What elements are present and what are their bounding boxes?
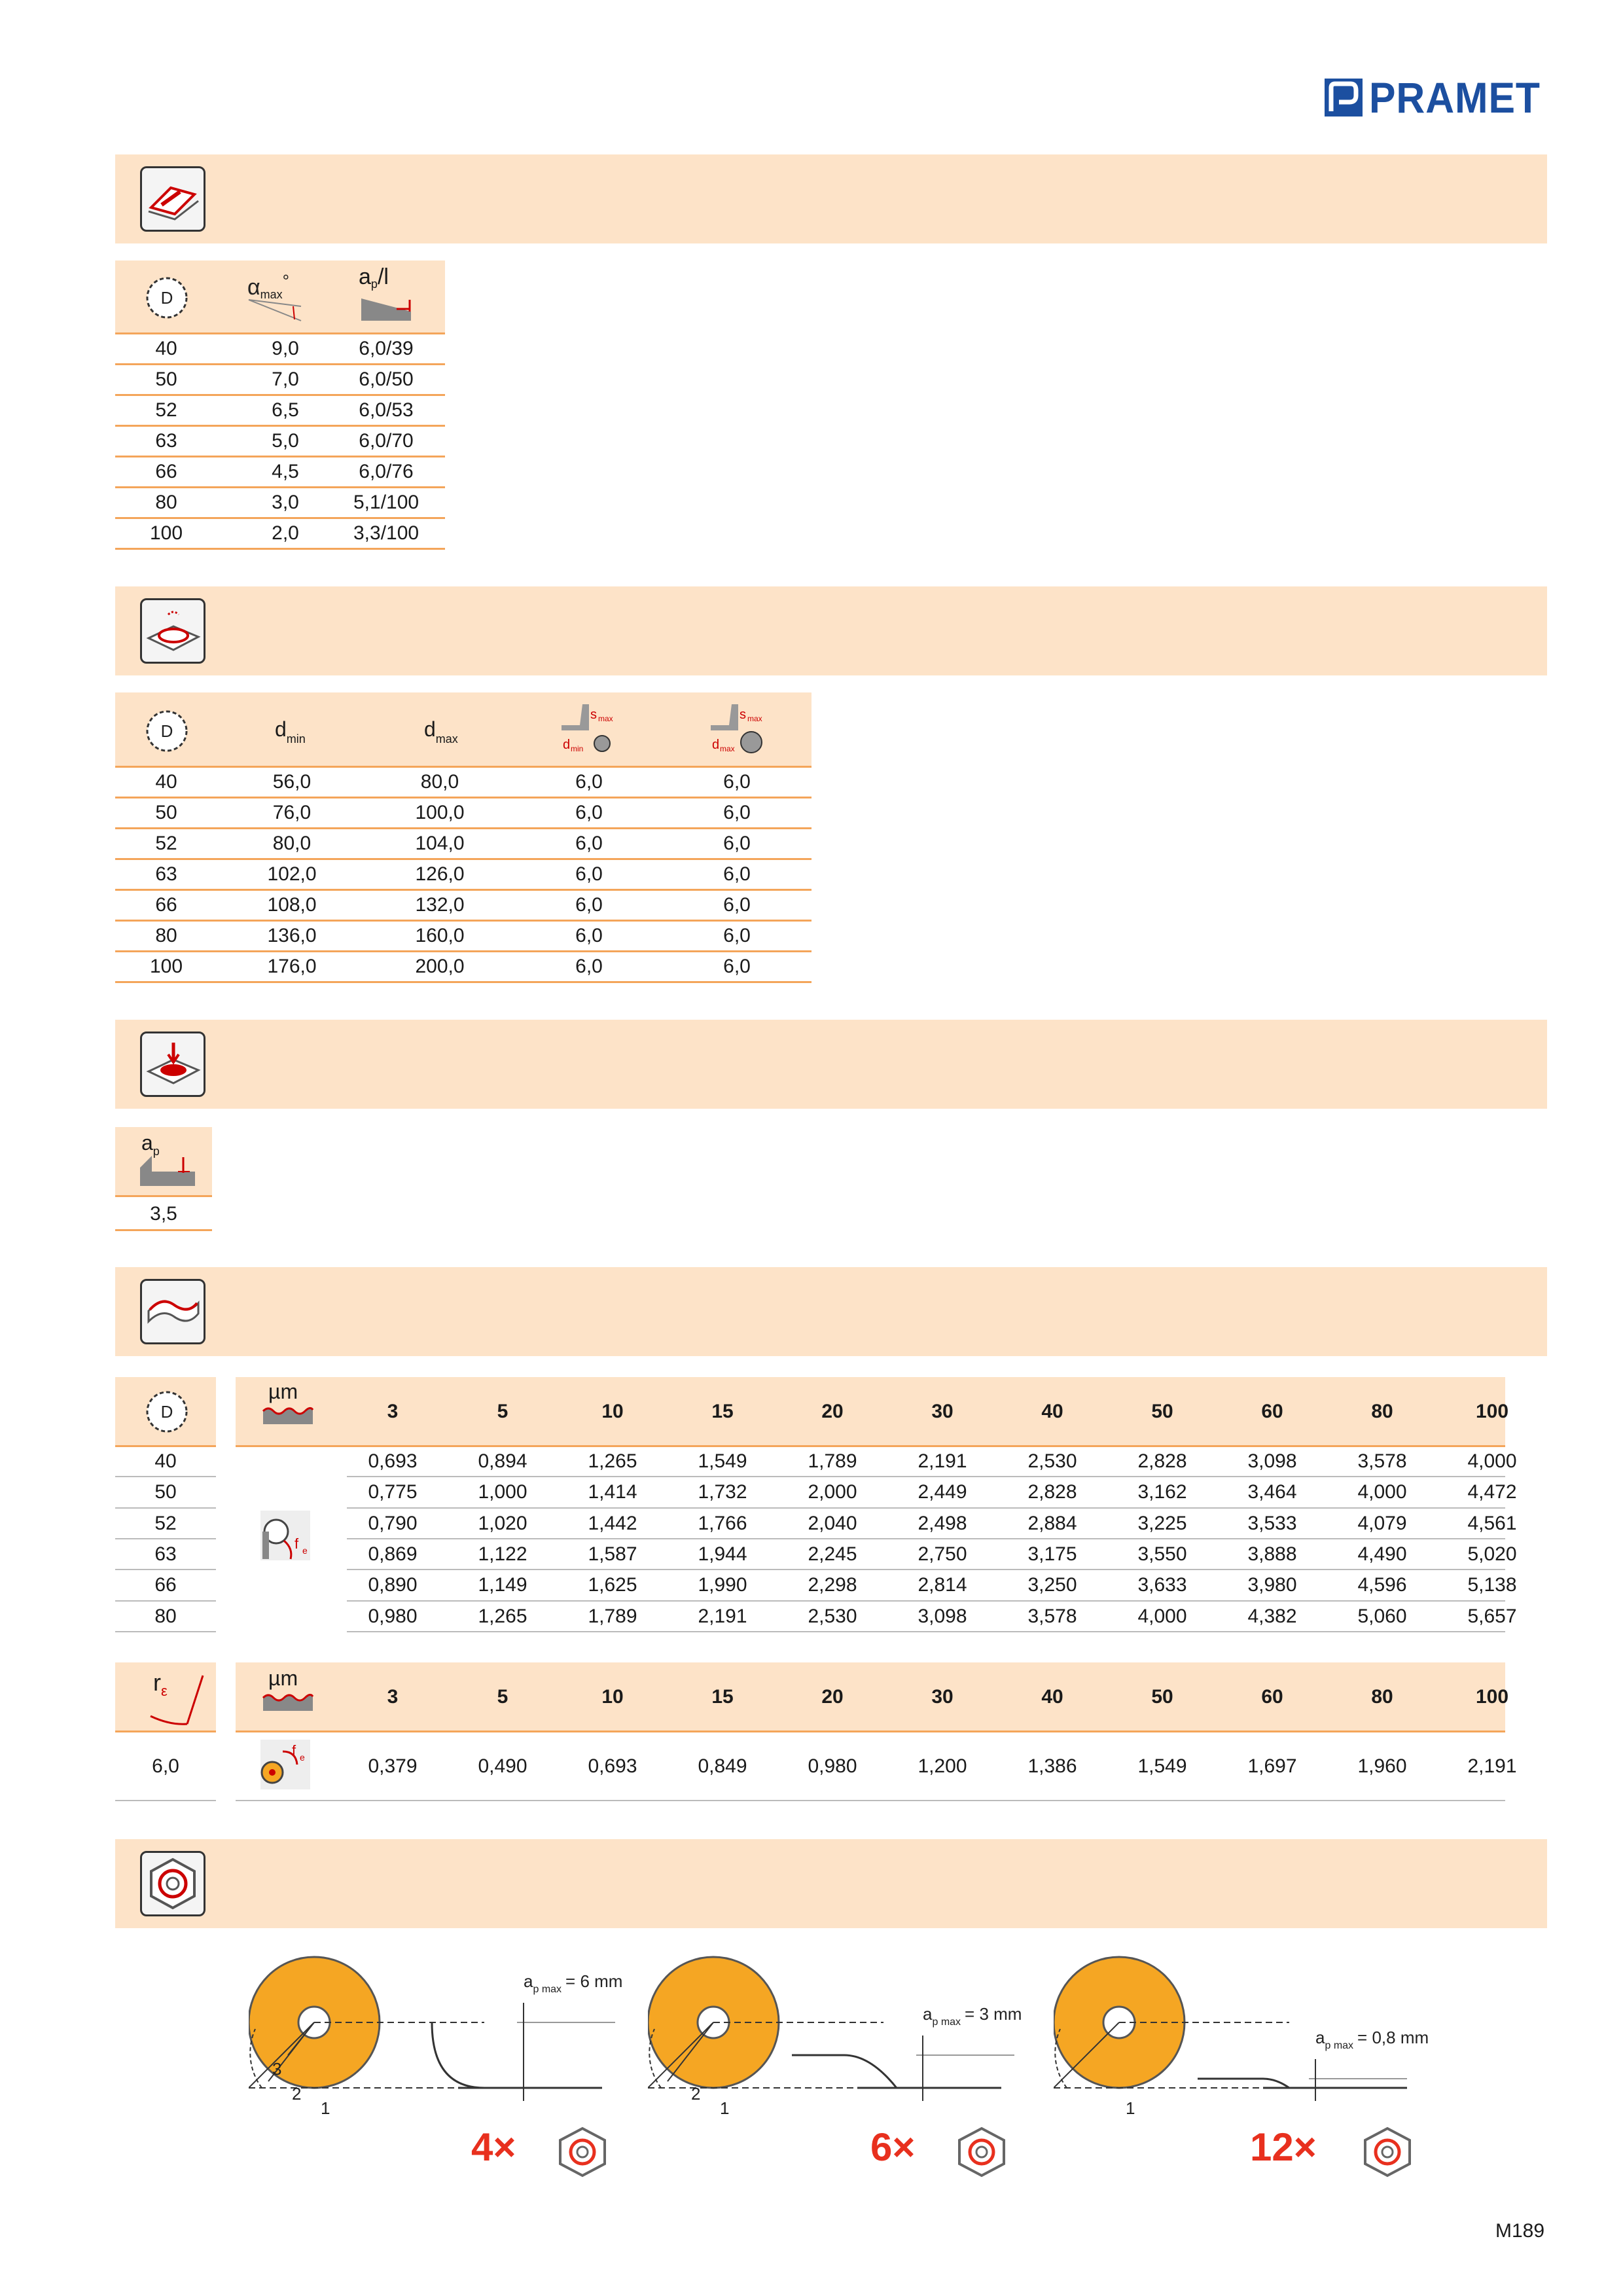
table1-cell: 63 xyxy=(155,430,177,452)
svg-text:f: f xyxy=(294,1535,299,1552)
table1-cell: 3,0 xyxy=(272,492,299,513)
table4-cell: 4,079 xyxy=(1357,1512,1407,1534)
column-header: 15 xyxy=(711,1401,734,1422)
section-band-surface xyxy=(115,1267,1547,1356)
table4-cell: 0,693 xyxy=(368,1450,418,1472)
table1-cell: 6,0/53 xyxy=(359,399,414,421)
column-header: 50 xyxy=(1151,1401,1173,1422)
table4-cell: 2,498 xyxy=(918,1512,967,1534)
table4-cell: 5,138 xyxy=(1467,1574,1517,1596)
ap-p-subscript: p xyxy=(370,278,378,291)
table4-cell: 4,490 xyxy=(1357,1543,1407,1565)
side-tab-strip xyxy=(1582,0,1623,2296)
table4-cell: 2,828 xyxy=(1137,1450,1187,1472)
section-band-plunge xyxy=(115,1020,1547,1109)
diameter-icon xyxy=(137,268,196,327)
alpha-symbol: α xyxy=(247,275,260,300)
table4-cell: 3,464 xyxy=(1247,1481,1297,1503)
table1-cell: 50 xyxy=(155,368,177,390)
table5-cell: 0,849 xyxy=(698,1755,747,1777)
table4-cell: 1,789 xyxy=(808,1450,857,1472)
column-header: 50 xyxy=(1151,1686,1173,1708)
table2-cell: 6,0 xyxy=(575,833,603,854)
table2-cell: 50 xyxy=(155,802,177,823)
corner-radius-icon xyxy=(144,1669,216,1728)
roughness-wave-icon xyxy=(262,1691,314,1711)
row-divider xyxy=(115,548,445,550)
micron-unit-label: µm xyxy=(268,1666,298,1690)
table5-cell: 0,379 xyxy=(368,1755,418,1777)
svg-text:e: e xyxy=(300,1752,305,1763)
column-header: 30 xyxy=(931,1686,954,1708)
svg-text:1: 1 xyxy=(1126,2098,1135,2118)
table5-cell: 1,549 xyxy=(1137,1755,1187,1777)
table4-cell: 2,530 xyxy=(1027,1450,1077,1472)
svg-text:3: 3 xyxy=(272,2059,282,2079)
row-divider xyxy=(236,1800,1505,1801)
column-header: 3 xyxy=(387,1401,399,1422)
row-divider xyxy=(115,1731,216,1732)
table4-cell: 3,098 xyxy=(918,1605,967,1627)
svg-text:D: D xyxy=(160,1402,173,1422)
table4-cell: 2,191 xyxy=(698,1605,747,1627)
table2-cell: 6,0 xyxy=(575,925,603,946)
row-divider xyxy=(115,1229,212,1231)
table4-cell: 0,869 xyxy=(368,1543,418,1565)
column-header: 100 xyxy=(1475,1686,1509,1708)
section-band-helical xyxy=(115,586,1547,675)
table2-cell: 176,0 xyxy=(267,956,317,977)
table2-cell: 80,0 xyxy=(420,771,459,793)
table5-cell: 0,490 xyxy=(478,1755,527,1777)
table5-cell: 2,191 xyxy=(1467,1755,1517,1777)
table4-cell: 3,980 xyxy=(1247,1574,1297,1596)
svg-text:e: e xyxy=(302,1545,308,1556)
ap-l-icon xyxy=(360,293,412,322)
table4-d-cell: 66 xyxy=(154,1574,177,1596)
table4-d-cell: 63 xyxy=(154,1543,177,1565)
table5-cell: 0,693 xyxy=(588,1755,637,1777)
table4-cell: 5,020 xyxy=(1467,1543,1517,1565)
table2-cell: 6,0 xyxy=(723,863,751,885)
section-band-ramping xyxy=(115,154,1547,243)
corner-feed-icon xyxy=(259,1738,312,1791)
svg-text:d: d xyxy=(563,738,571,752)
pramet-logo-text: PRAMET xyxy=(1369,73,1541,122)
hex-insert-icon xyxy=(955,2126,1008,2178)
r-symbol: r xyxy=(153,1669,161,1696)
degree-symbol: ° xyxy=(282,271,290,291)
svg-text:2: 2 xyxy=(292,2084,302,2104)
table4-d-cell: 80 xyxy=(154,1605,177,1627)
table4-cell: 3,225 xyxy=(1137,1512,1187,1534)
column-header: 60 xyxy=(1261,1686,1283,1708)
min-subscript: min xyxy=(286,732,306,745)
table1-cell: 6,5 xyxy=(272,399,299,421)
table1-cell: 6,0/50 xyxy=(359,368,414,390)
table1-cell: 6,0/39 xyxy=(359,338,414,359)
table2-cell: 200,0 xyxy=(415,956,465,977)
column-header: 3 xyxy=(387,1686,399,1708)
table1-cell: 100 xyxy=(149,522,183,544)
section-band-indexing xyxy=(115,1839,1547,1928)
table1-cell: 4,5 xyxy=(272,461,299,482)
ap-l-header xyxy=(359,264,424,323)
table1-cell: 5,1/100 xyxy=(353,492,419,513)
svg-text:d: d xyxy=(712,738,720,752)
table4-cell: 1,149 xyxy=(478,1574,527,1596)
table2-cell: 6,0 xyxy=(723,894,751,916)
table4-cell: 2,530 xyxy=(808,1605,857,1627)
table4-cell: 0,980 xyxy=(368,1605,418,1627)
column-header: 80 xyxy=(1371,1686,1393,1708)
table2-cell: 80 xyxy=(155,925,177,946)
table4-cell: 4,382 xyxy=(1247,1605,1297,1627)
table4-cell: 1,789 xyxy=(588,1605,637,1627)
table1-cell: 66 xyxy=(155,461,177,482)
table4-cell: 5,657 xyxy=(1467,1605,1517,1627)
table4-cell: 3,633 xyxy=(1137,1574,1187,1596)
table2-cell: 132,0 xyxy=(415,894,465,916)
surface-roughness-icon xyxy=(140,1279,205,1344)
table4-cell: 2,884 xyxy=(1027,1512,1077,1534)
table2-cell: 100,0 xyxy=(415,802,465,823)
table4-cell: 4,000 xyxy=(1357,1481,1407,1503)
table1-cell: 6,0/76 xyxy=(359,461,414,482)
pramet-logo-mark-icon xyxy=(1322,75,1368,120)
table4-cell: 3,175 xyxy=(1027,1543,1077,1565)
ap-a-symbol: a xyxy=(359,264,371,289)
table4-cell: 1,265 xyxy=(588,1450,637,1472)
table2-cell: 104,0 xyxy=(415,833,465,854)
table2-cell: 6,0 xyxy=(575,894,603,916)
table5-cell: 1,697 xyxy=(1247,1755,1297,1777)
ap-p-subscript: p xyxy=(152,1145,160,1158)
column-header: 100 xyxy=(1475,1401,1509,1422)
column-header: 80 xyxy=(1371,1401,1393,1422)
row-divider xyxy=(347,1631,1505,1632)
table2-cell: 63 xyxy=(155,863,177,885)
ap-a-symbol: a xyxy=(141,1131,153,1155)
table4-cell: 1,414 xyxy=(588,1481,637,1503)
column-header: 40 xyxy=(1041,1401,1063,1422)
page-number: M189 xyxy=(1495,2220,1544,2242)
ap-value: 3,5 xyxy=(150,1203,177,1225)
column-header: 10 xyxy=(601,1686,624,1708)
feed-per-tooth-icon xyxy=(259,1509,312,1562)
svg-text:s: s xyxy=(740,708,746,722)
smax-dmin-icon xyxy=(560,702,626,754)
table4-cell: 1,990 xyxy=(698,1574,747,1596)
table4-d-cell: 50 xyxy=(154,1481,177,1503)
table4-cell: 0,790 xyxy=(368,1512,418,1534)
table2-cell: 160,0 xyxy=(415,925,465,946)
max-subscript: max xyxy=(260,288,283,301)
hex-insert-icon xyxy=(1361,2126,1414,2178)
table4-cell: 3,250 xyxy=(1027,1574,1077,1596)
angle-icon xyxy=(247,297,306,323)
helical-interpolation-icon xyxy=(140,598,205,664)
table4-cell: 4,000 xyxy=(1467,1450,1517,1472)
table2-cell: 6,0 xyxy=(575,771,603,793)
table1-cell: 80 xyxy=(155,492,177,513)
table4-cell: 3,098 xyxy=(1247,1450,1297,1472)
table4-cell: 2,828 xyxy=(1027,1481,1077,1503)
table4-cell: 2,449 xyxy=(918,1481,967,1503)
table4-cell: 0,894 xyxy=(478,1450,527,1472)
table2-cell: 6,0 xyxy=(723,771,751,793)
table2-cell: 56,0 xyxy=(272,771,312,793)
svg-text:max: max xyxy=(747,714,762,723)
column-header: 30 xyxy=(931,1401,954,1422)
micron-unit-label: µm xyxy=(268,1380,298,1403)
column-header: 5 xyxy=(497,1401,508,1422)
svg-text:max: max xyxy=(720,744,735,753)
table4-cell: 5,060 xyxy=(1357,1605,1407,1627)
table1-cell: 3,3/100 xyxy=(353,522,419,544)
column-header: 20 xyxy=(821,1401,844,1422)
table4-cell: 3,578 xyxy=(1357,1450,1407,1472)
table5-cell: 1,386 xyxy=(1027,1755,1077,1777)
table1-cell: 7,0 xyxy=(272,368,299,390)
table2-cell: 136,0 xyxy=(267,925,317,946)
table2-cell: 6,0 xyxy=(575,956,603,977)
table4-cell: 2,750 xyxy=(918,1543,967,1565)
table4-cell: 3,578 xyxy=(1027,1605,1077,1627)
table4-cell: 4,000 xyxy=(1137,1605,1187,1627)
table1-cell: 9,0 xyxy=(272,338,299,359)
table4-cell: 1,442 xyxy=(588,1512,637,1534)
column-header: 5 xyxy=(497,1686,508,1708)
table4-cell: 2,191 xyxy=(918,1450,967,1472)
table4-cell: 4,561 xyxy=(1467,1512,1517,1534)
index-count-label: 6× xyxy=(870,2125,916,2169)
column-header: 15 xyxy=(711,1686,734,1708)
table2-cell: 6,0 xyxy=(723,833,751,854)
table2-cell: 6,0 xyxy=(723,925,751,946)
table4-cell: 3,533 xyxy=(1247,1512,1297,1534)
table4-cell: 4,596 xyxy=(1357,1574,1407,1596)
roughness-wave-icon xyxy=(262,1405,314,1424)
table2-cell: 52 xyxy=(155,833,177,854)
row-divider xyxy=(115,981,812,983)
table4-cell: 1,732 xyxy=(698,1481,747,1503)
row-divider xyxy=(115,1631,216,1632)
table5-cell: 0,980 xyxy=(808,1755,857,1777)
index-count-label: 4× xyxy=(471,2125,516,2169)
table2-cell: 40 xyxy=(155,771,177,793)
svg-text:D: D xyxy=(160,288,173,308)
d-symbol: d xyxy=(424,717,436,741)
row-divider xyxy=(115,1800,216,1801)
alpha-max-header xyxy=(247,271,313,323)
table4-cell: 1,549 xyxy=(698,1450,747,1472)
table1-cell: 40 xyxy=(155,338,177,359)
table4-cell: 3,550 xyxy=(1137,1543,1187,1565)
table2-header xyxy=(115,692,812,766)
table4-cell: 2,814 xyxy=(918,1574,967,1596)
table4-cell: 1,587 xyxy=(588,1543,637,1565)
row-divider xyxy=(236,1731,1505,1732)
table4-cell: 1,265 xyxy=(478,1605,527,1627)
table1-cell: 2,0 xyxy=(272,522,299,544)
table4-cell: 0,890 xyxy=(368,1574,418,1596)
smax-dmax-icon xyxy=(709,702,775,754)
epsilon-subscript: ε xyxy=(161,1683,168,1699)
table2-cell: 6,0 xyxy=(575,802,603,823)
d-symbol: d xyxy=(275,717,287,741)
r-epsilon-value: 6,0 xyxy=(152,1755,179,1777)
table4-cell: 0,775 xyxy=(368,1481,418,1503)
svg-text:ap max= 3 mm: $a_{p max} = 3$ mm xyxy=(923,2004,1022,2028)
table1-cell: 5,0 xyxy=(272,430,299,452)
column-header: 40 xyxy=(1041,1686,1063,1708)
diameter-icon xyxy=(137,702,196,761)
ramping-icon xyxy=(140,166,205,232)
diameter-icon xyxy=(137,1382,196,1441)
max-subscript: max xyxy=(435,732,458,745)
table2-cell: 102,0 xyxy=(267,863,317,885)
svg-text:max: max xyxy=(598,714,613,723)
svg-text:ap max= 6 mm: $a_{p max} = 6$ mm xyxy=(524,1971,623,1995)
table4-cell: 4,472 xyxy=(1467,1481,1517,1503)
table4-cell: 2,298 xyxy=(808,1574,857,1596)
svg-text:1: 1 xyxy=(720,2098,730,2118)
svg-text:1: 1 xyxy=(321,2098,330,2118)
table2-cell: 76,0 xyxy=(272,802,312,823)
table4-cell: 3,888 xyxy=(1247,1543,1297,1565)
table2-cell: 108,0 xyxy=(267,894,317,916)
pramet-logo xyxy=(1322,75,1544,120)
svg-text:D: D xyxy=(160,721,173,741)
table4-cell: 1,000 xyxy=(478,1481,527,1503)
index-count-label: 12× xyxy=(1250,2125,1317,2169)
svg-text:2: 2 xyxy=(691,2084,701,2104)
table4-cell: 2,245 xyxy=(808,1543,857,1565)
table2-cell: 126,0 xyxy=(415,863,465,885)
table4-cell: 1,625 xyxy=(588,1574,637,1596)
l-symbol: /l xyxy=(377,264,389,289)
svg-text:s: s xyxy=(590,708,597,722)
table5-cell: 1,200 xyxy=(918,1755,967,1777)
table4-cell: 1,944 xyxy=(698,1543,747,1565)
table2-cell: 66 xyxy=(155,894,177,916)
column-header: 10 xyxy=(601,1401,624,1422)
plunge-icon xyxy=(140,1031,205,1097)
table4-cell: 2,000 xyxy=(808,1481,857,1503)
table1-cell: 52 xyxy=(155,399,177,421)
table2-cell: 6,0 xyxy=(575,863,603,885)
dmin-header xyxy=(275,717,306,746)
ap-depth-icon xyxy=(139,1155,198,1187)
insert-indexing-icon xyxy=(140,1851,205,1916)
table4-cell: 1,122 xyxy=(478,1543,527,1565)
table2-cell: 80,0 xyxy=(272,833,312,854)
table5-cell: 1,960 xyxy=(1357,1755,1407,1777)
table4-cell: 1,020 xyxy=(478,1512,527,1534)
table2-cell: 6,0 xyxy=(723,802,751,823)
column-header: 60 xyxy=(1261,1401,1283,1422)
table4-d-cell: 40 xyxy=(154,1450,177,1472)
dmax-header xyxy=(424,717,458,746)
column-header: 20 xyxy=(821,1686,844,1708)
svg-text:f: f xyxy=(292,1742,296,1759)
table2-cell: 100 xyxy=(149,956,183,977)
table2-cell: 6,0 xyxy=(723,956,751,977)
table4-d-cell: 52 xyxy=(154,1512,177,1534)
row-divider xyxy=(115,1195,212,1197)
svg-text:min: min xyxy=(571,744,584,753)
table4-cell: 2,040 xyxy=(808,1512,857,1534)
svg-text:ap max= 0,8 mm: $a_{p max} = 0,8$ mm xyxy=(1315,2028,1429,2051)
hex-insert-icon xyxy=(556,2126,609,2178)
table4-cell: 3,162 xyxy=(1137,1481,1187,1503)
table4-cell: 1,766 xyxy=(698,1512,747,1534)
table1-cell: 6,0/70 xyxy=(359,430,414,452)
